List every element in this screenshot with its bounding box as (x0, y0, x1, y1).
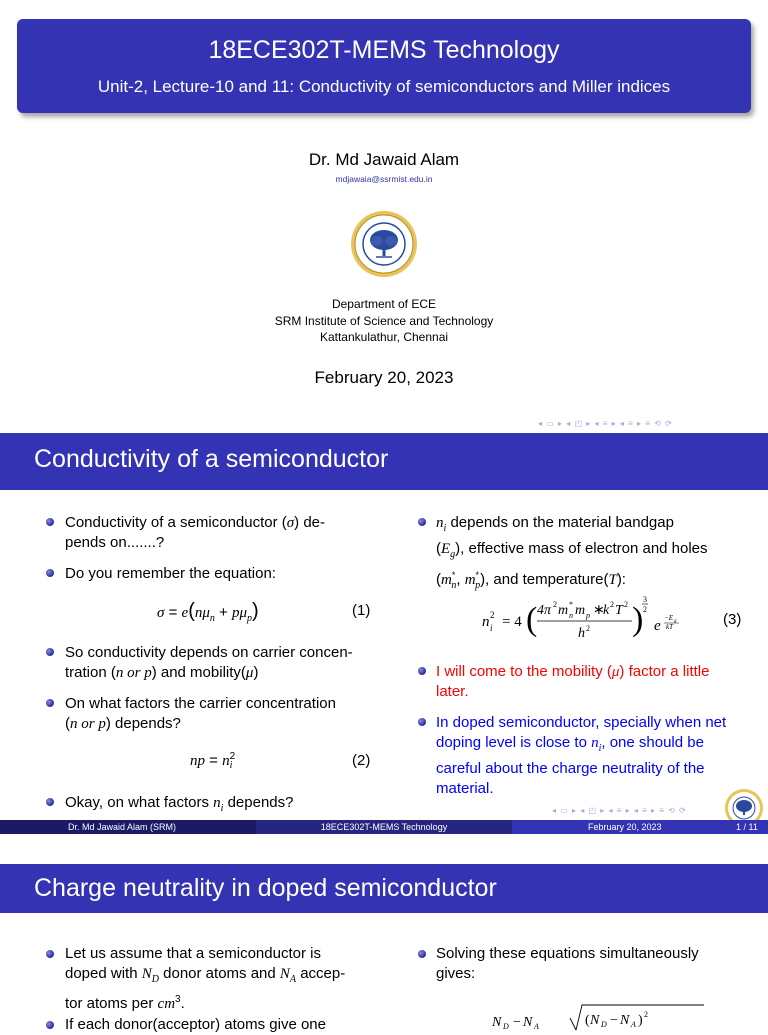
bullet-conductivity-depends: So conductivity depends on carrier concen- tration (n or p) and mobility(μ) (65, 644, 353, 681)
institute-seal-icon (350, 210, 418, 278)
author-name: Dr. Md Jawaid Alam (308, 150, 460, 169)
svg-text:N: N (590, 1013, 600, 1028)
svg-text:h: h (578, 626, 585, 641)
footer-course: 18ECE302T-MEMS Technology (320, 822, 448, 832)
svg-text:*: * (569, 600, 573, 609)
equation-mass-action: np = n 2 i (190, 751, 236, 772)
bullet-doping-assumption: Let us assume that a semiconductor is doped with $N_D$ donor atoms and $N_A$ accep- tor atoms per $cm^3$. (65, 945, 346, 1012)
svg-text:p: p (586, 611, 590, 620)
affiliation-block (0, 296, 768, 346)
footer-page-number: 1 / 11 (736, 822, 758, 832)
svg-text:(: ( (526, 601, 538, 638)
svg-text:k: k (603, 603, 610, 618)
svg-text:N: N (492, 1015, 502, 1030)
svg-text:2: 2 (624, 600, 628, 609)
bullet-icon (418, 950, 426, 958)
svg-text:3: 3 (643, 595, 647, 604)
frame-title-bar (0, 433, 768, 490)
svg-text:m: m (558, 603, 569, 618)
equation-conductivity: $\sigma = e(n\mu_n + p\mu_p)$ (157, 600, 259, 624)
bullet-mobility-note: I will come to the mobility (μ) factor a little later. (436, 663, 710, 700)
svg-text:N: N (523, 1015, 533, 1030)
navigation-controls[interactable]: ◂ ▭ ▸ ◂ ◰ ▸ ◂ ≡ ▸ ◂ ≡ ▸ ≡ ⟲ ⟳ (552, 806, 687, 815)
bullet-icon (46, 569, 54, 577)
svg-text:m: m (575, 603, 586, 618)
svg-text:2: 2 (586, 624, 590, 633)
svg-text:2: 2 (644, 1010, 648, 1019)
presentation-title: 18ECE302T-MEMS Technology (208, 36, 560, 64)
svg-text:−: − (513, 1015, 521, 1030)
svg-text:T: T (615, 603, 623, 618)
author-email[interactable]: mdjawaia@ssrmist.edu.in (335, 174, 433, 184)
svg-text:(: ( (585, 1013, 590, 1028)
svg-text:): ) (638, 1013, 643, 1028)
svg-text:n: n (482, 614, 490, 630)
svg-text:−E: −E (664, 614, 673, 622)
bullet-icon (418, 518, 426, 526)
svg-text:g: g (674, 619, 677, 624)
navigation-controls[interactable]: ◂ ▭ ▸ ◂ ◰ ▸ ◂ ≡ ▸ ◂ ≡ ▸ ≡ ⟲ ⟳ (538, 419, 673, 428)
bullet-icon (418, 667, 426, 675)
footer-date-cell (512, 820, 768, 834)
svg-text:2: 2 (610, 600, 614, 609)
presentation-subtitle: Unit-2, Lecture-10 and 11: Conductivity of semiconductors and Miller indices (97, 77, 671, 96)
equation-number: (2) (352, 752, 371, 769)
bullet-conductivity-question: Conductivity of a semiconductor (σ) de- pends on.......? (65, 514, 326, 551)
footer-date: February 20, 2023 (588, 822, 662, 832)
svg-text:2: 2 (643, 605, 647, 614)
svg-text:2: 2 (490, 610, 495, 620)
bullet-icon (46, 1021, 54, 1029)
equation-number: (1) (352, 602, 371, 619)
bullet-ni-depends: Okay, on what factors $n_i$ depends? (65, 794, 294, 814)
svg-text:kT: kT (666, 623, 673, 631)
bullet-ni-factors: $n_i$ depends on the material bandgap $(E_g)$, effective mass of electron and holes ($m^*_n$, $m^*_p$), and temperature(T): (436, 514, 708, 591)
bullet-icon (46, 798, 54, 806)
svg-text:N: N (620, 1013, 630, 1028)
svg-text:∗: ∗ (593, 603, 605, 618)
bullet-icon (46, 699, 54, 707)
frame-title: Charge neutrality in doped semiconductor (34, 874, 497, 902)
department-line: Department of ECE (331, 297, 437, 311)
svg-text:D: D (503, 1022, 509, 1031)
bullet-icon (46, 518, 54, 526)
bullet-icon (46, 950, 54, 958)
bullet-carrier-concentration: On what factors the carrier concentration (n or p) depends? (65, 695, 336, 732)
bullet-icon (46, 648, 54, 656)
bullet-charge-neutrality-note: In doped semiconductor, specially when net doping level is close to $n_i$, one should be careful about the charge neutrality of the material. (436, 714, 727, 797)
bullet-solving-equations: Solving these equations simultaneously gives: (436, 945, 699, 982)
bullet-icon (418, 718, 426, 726)
svg-text:4π: 4π (537, 603, 552, 618)
footer-course-cell (256, 820, 512, 834)
svg-text:2: 2 (553, 600, 557, 609)
frame-title-bar (0, 864, 768, 913)
svg-text:A: A (631, 1020, 636, 1029)
svg-text:e: e (654, 618, 661, 634)
footer-author-cell (0, 820, 256, 834)
svg-text:= 4: = 4 (502, 614, 522, 630)
presentation-date: February 20, 2023 (314, 368, 454, 387)
footer-author: Dr. Md Jawaid Alam (SRM) (68, 822, 177, 832)
bullet-donor-acceptor: If each donor(acceptor) atoms give one (65, 1016, 326, 1033)
title-block (17, 19, 751, 113)
bullet-remember-equation: Do you remember the equation: (65, 565, 276, 582)
svg-text:−: − (610, 1013, 618, 1028)
equation-solution-partial (492, 1004, 712, 1031)
equation-number: (3) (723, 611, 742, 628)
svg-text:n: n (569, 611, 573, 620)
svg-text:): ) (632, 601, 644, 638)
svg-text:A: A (534, 1022, 539, 1031)
equation-intrinsic-concentration (482, 594, 702, 646)
location-line: Kattankulathur, Chennai (319, 330, 449, 344)
svg-text:D: D (601, 1020, 607, 1029)
frame-title: Conductivity of a semiconductor (34, 445, 389, 473)
footer-bar (0, 820, 768, 834)
institute-line: SRM Institute of Science and Technology (274, 313, 494, 328)
svg-text:i: i (490, 623, 493, 633)
